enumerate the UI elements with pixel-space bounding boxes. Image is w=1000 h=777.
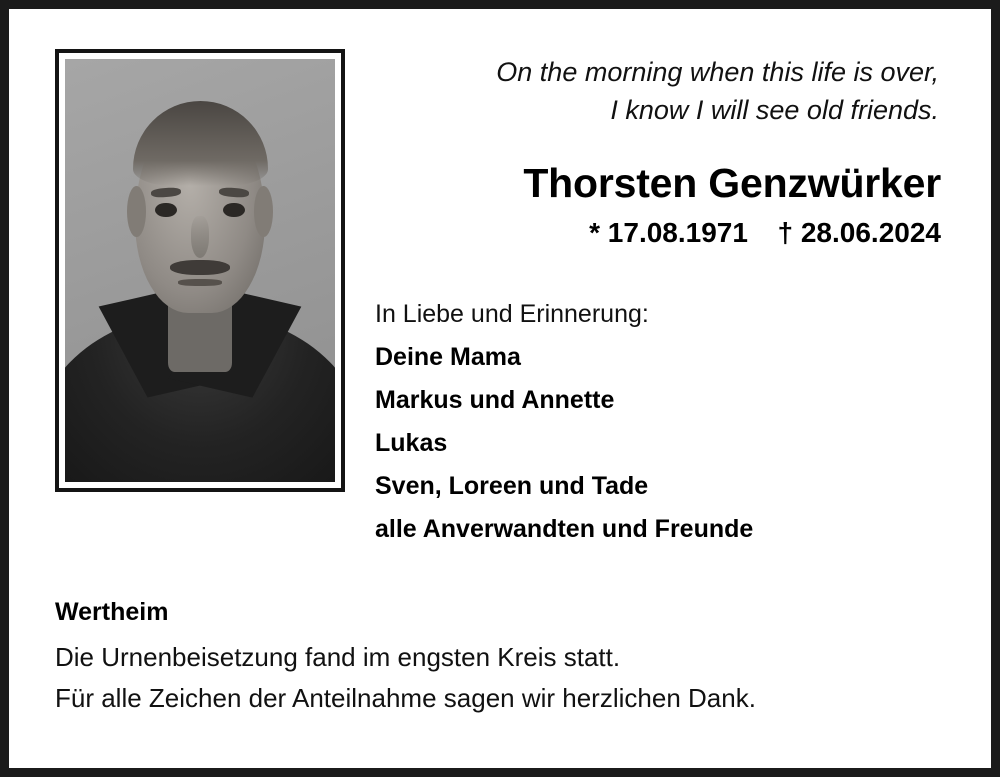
life-dates [375,217,945,249]
portrait-eye-left [155,203,177,217]
city-name: Wertheim [55,598,169,627]
portrait-photo [65,59,335,482]
dedication-line: alle Anverwandten und Freunde [375,514,754,543]
portrait-nose [191,216,210,258]
deceased-name: Thorsten Genzwürker [523,159,941,206]
dedication-line: Markus und Annette [375,385,615,414]
card-inner [9,9,991,768]
dedication-line: Sven, Loreen und Tade [375,471,649,500]
portrait-mouth [178,279,221,286]
portrait-ear-left [127,186,146,237]
quote-block [375,53,945,130]
quote-line-1: On the morning when this life is over, [496,57,939,87]
death-date: † 28.06.2024 [777,216,941,248]
dedication-block [375,293,945,551]
dedication-line: Lukas [375,428,448,457]
portrait-moustache [170,260,229,275]
bottom-section [55,598,945,718]
top-section [55,49,945,551]
funeral-note-line-1: Die Urnenbeisetzung fand im engsten Kreis statt. [55,642,621,673]
portrait-frame [55,49,345,492]
text-column [345,49,945,551]
portrait-eye-right [223,203,245,217]
quote-line-2: I know I will see old friends. [610,95,939,126]
portrait-ear-right [254,186,273,237]
dedication-intro: In Liebe und Erinnerung: [375,299,649,328]
birth-date: * 17.08.1971 [589,216,748,248]
funeral-note [55,637,945,718]
dedication-line: Deine Mama [375,342,521,371]
funeral-note-line-2: Für alle Zeichen der Anteilnahme sagen wir herzlichen Dank. [55,682,756,713]
